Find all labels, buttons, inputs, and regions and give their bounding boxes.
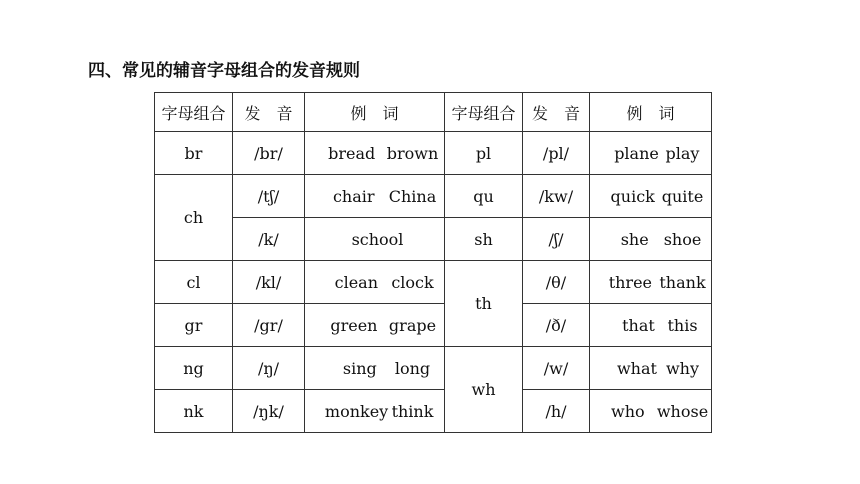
example-word: clean	[334, 272, 378, 292]
table-row	[155, 390, 712, 433]
example-cell	[590, 304, 712, 347]
example-word: thank	[659, 272, 706, 292]
table-row	[155, 304, 712, 347]
example-word: three	[608, 272, 653, 292]
example-cell	[305, 132, 445, 175]
example-word: play	[665, 143, 700, 163]
ipa-cell: /kl/	[233, 261, 305, 304]
example-cell	[590, 261, 712, 304]
example-word: quick	[610, 186, 655, 206]
table-row	[155, 132, 712, 175]
table-header-row	[155, 93, 712, 132]
example-cell	[305, 390, 445, 433]
ipa-cell: /gr/	[233, 304, 305, 347]
example-word: why	[665, 358, 700, 378]
example-word: this	[667, 315, 698, 335]
example-word: plane	[614, 143, 659, 163]
example-word: clock	[391, 272, 434, 292]
combo-cell: cl	[155, 261, 233, 304]
example-word: China	[388, 186, 437, 206]
combo-cell: nk	[155, 390, 233, 433]
ipa-cell: /ŋ/	[233, 347, 305, 390]
ipa-cell: /w/	[523, 347, 590, 390]
example-word: monkey	[324, 401, 389, 421]
combo-cell: th	[445, 261, 523, 347]
ipa-cell: /br/	[233, 132, 305, 175]
ipa-cell: /θ/	[523, 261, 590, 304]
ipa-cell: /ʃ/	[523, 218, 590, 261]
table-row	[155, 347, 712, 390]
header-pron-left: 发 音	[233, 93, 305, 132]
example-cell	[590, 218, 712, 261]
example-cell	[590, 390, 712, 433]
example-word: sing	[342, 358, 377, 378]
combo-cell: br	[155, 132, 233, 175]
example-word: chair	[332, 186, 375, 206]
ipa-cell: /kw/	[523, 175, 590, 218]
example-cell	[305, 175, 445, 218]
example-word: what	[616, 358, 657, 378]
table-row	[155, 218, 712, 261]
header-example-right: 例 词	[590, 93, 712, 132]
example-word: quite	[661, 186, 704, 206]
ipa-cell: /tʃ/	[233, 175, 305, 218]
combo-cell: gr	[155, 304, 233, 347]
example-word: brown	[386, 143, 439, 163]
example-word: green	[330, 315, 378, 335]
example-cell	[305, 304, 445, 347]
example-word: grape	[388, 315, 437, 335]
example-word: long	[394, 358, 431, 378]
consonant-combination-table	[154, 92, 712, 433]
table-row	[155, 175, 712, 218]
combo-cell: qu	[445, 175, 523, 218]
example-cell	[305, 347, 445, 390]
example-word: shoe	[663, 229, 702, 249]
section-heading: 四、常见的辅音字母组合的发音规则	[88, 61, 360, 81]
ipa-cell: /h/	[523, 390, 590, 433]
example-word: school	[351, 229, 404, 249]
header-combo-left: 字母组合	[155, 93, 233, 132]
ipa-cell: /k/	[233, 218, 305, 261]
example-word: bread	[328, 143, 376, 163]
example-word: think	[391, 401, 434, 421]
header-combo-right: 字母组合	[445, 93, 523, 132]
example-word: who	[611, 401, 645, 421]
combo-cell: ch	[155, 175, 233, 261]
example-word: she	[620, 229, 649, 249]
header-example-left: 例 词	[305, 93, 445, 132]
example-cell	[590, 347, 712, 390]
combo-cell: ng	[155, 347, 233, 390]
example-cell	[590, 132, 712, 175]
combo-cell: sh	[445, 218, 523, 261]
example-cell	[305, 261, 445, 304]
ipa-cell: /ð/	[523, 304, 590, 347]
combo-cell: pl	[445, 132, 523, 175]
example-word: that	[622, 315, 655, 335]
example-cell	[305, 218, 445, 261]
example-word: whose	[656, 401, 709, 421]
header-pron-right: 发 音	[523, 93, 590, 132]
combo-cell: wh	[445, 347, 523, 433]
example-cell	[590, 175, 712, 218]
ipa-cell: /pl/	[523, 132, 590, 175]
ipa-cell: /ŋk/	[233, 390, 305, 433]
table-row	[155, 261, 712, 304]
